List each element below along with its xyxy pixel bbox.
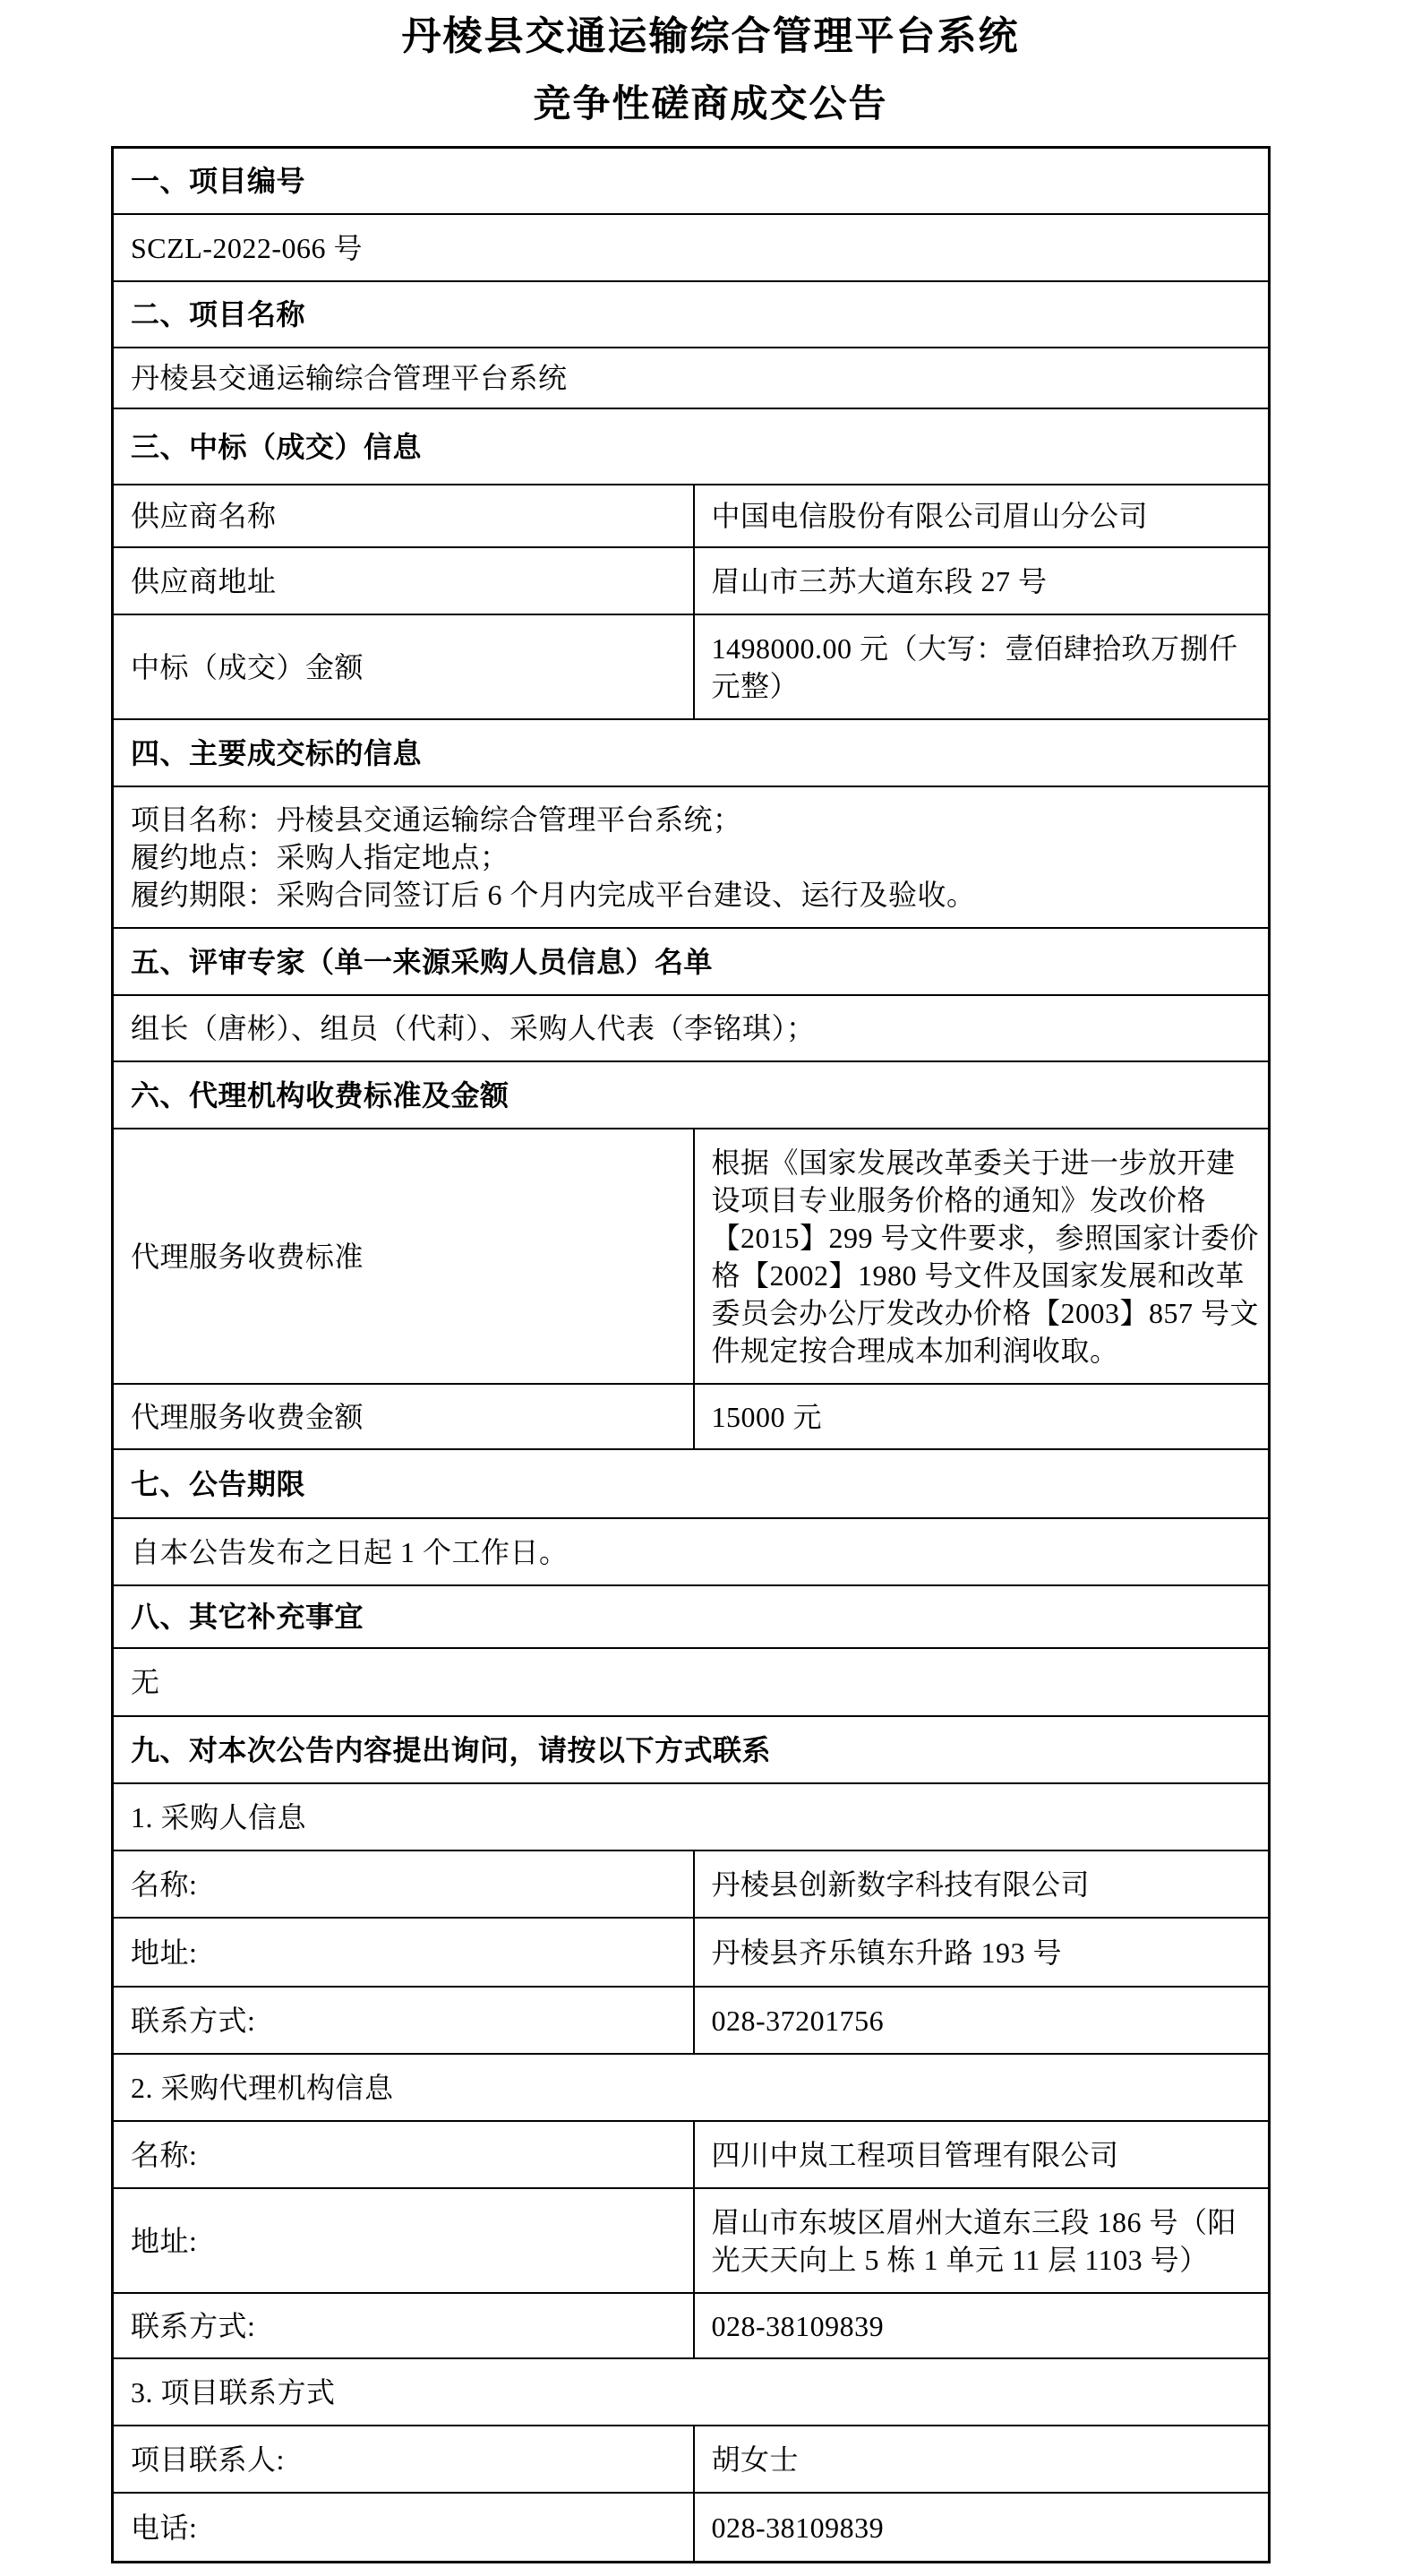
table-row <box>113 2426 1270 2493</box>
page-subtitle: 竞争性磋商成交公告 <box>533 83 888 125</box>
section-header: 二、项目名称 <box>113 281 1270 348</box>
full-width-text: 组长（唐彬）、组员（代莉）、采购人代表（李铭琪）； <box>113 995 1270 1061</box>
table-row <box>113 1648 1270 1716</box>
table-row <box>113 214 1270 281</box>
section-header: 八、其它补充事宜 <box>113 1585 1270 1648</box>
full-width-text: 无 <box>113 1648 1270 1716</box>
table-row <box>113 1518 1270 1585</box>
section-header-row <box>113 928 1270 995</box>
table-row <box>113 614 1270 719</box>
row-value: 眉山市三苏大道东段 27 号 <box>694 547 1270 614</box>
row-label: 代理服务收费金额 <box>113 1384 694 1449</box>
row-label: 供应商名称 <box>113 485 694 547</box>
full-width-text: 丹棱县交通运输综合管理平台系统 <box>113 348 1270 408</box>
table-row <box>113 1129 1270 1384</box>
row-label: 名称: <box>113 1850 694 1918</box>
table-row <box>113 2054 1270 2121</box>
table-row <box>113 2188 1270 2293</box>
table-row <box>113 547 1270 614</box>
full-width-text: 自本公告发布之日起 1 个工作日。 <box>113 1518 1270 1585</box>
row-value: 028-38109839 <box>694 2293 1270 2358</box>
section-header: 九、对本次公告内容提出询问，请按以下方式联系 <box>113 1716 1270 1783</box>
text-line: 履约期限：采购合同签订后 6 个月内完成平台建设、运行及验收。 <box>131 879 976 912</box>
table-row <box>113 995 1270 1061</box>
announcement-table-body <box>113 147 1270 2562</box>
row-label: 地址: <box>113 1918 694 1987</box>
row-label: 地址: <box>113 2188 694 2293</box>
row-value: 中国电信股份有限公司眉山分公司 <box>694 485 1270 547</box>
text-line: 履约地点：采购人指定地点； <box>131 841 509 874</box>
row-value: 028-38109839 <box>694 2493 1270 2562</box>
section-header: 六、代理机构收费标准及金额 <box>113 1061 1270 1129</box>
table-row <box>113 2293 1270 2358</box>
section-header: 四、主要成交标的信息 <box>113 719 1270 786</box>
row-label: 供应商地址 <box>113 547 694 614</box>
section-header-row <box>113 1716 1270 1783</box>
text-line: 项目名称：丹棱县交通运输综合管理平台系统； <box>131 803 742 837</box>
table-row <box>113 348 1270 408</box>
row-value: 丹棱县齐乐镇东升路 193 号 <box>694 1918 1270 1987</box>
row-label: 联系方式: <box>113 2293 694 2358</box>
row-label: 中标（成交）金额 <box>113 614 694 719</box>
row-label: 项目联系人: <box>113 2426 694 2493</box>
section-header-row <box>113 147 1270 214</box>
row-label: 代理服务收费标准 <box>113 1129 694 1384</box>
full-width-text: 1. 采购人信息 <box>113 1783 1270 1850</box>
row-value: 15000 元 <box>694 1384 1270 1449</box>
row-value: 1498000.00 元（大写：壹佰肆拾玖万捌仟元整） <box>694 614 1270 719</box>
table-row <box>113 2493 1270 2562</box>
row-value: 四川中岚工程项目管理有限公司 <box>694 2121 1270 2188</box>
table-row <box>113 485 1270 547</box>
section-header-row <box>113 719 1270 786</box>
full-width-text: 3. 项目联系方式 <box>113 2358 1270 2426</box>
table-row <box>113 2121 1270 2188</box>
table-row <box>113 1850 1270 1918</box>
section-header: 三、中标（成交）信息 <box>113 408 1270 485</box>
section-header: 七、公告期限 <box>113 1449 1270 1518</box>
section-header: 一、项目编号 <box>113 147 1270 214</box>
section-header-row <box>113 408 1270 485</box>
row-value: 028-37201756 <box>694 1987 1270 2054</box>
full-width-text: 2. 采购代理机构信息 <box>113 2054 1270 2121</box>
full-width-text <box>113 786 1270 928</box>
page-title: 丹棱县交通运输综合管理平台系统 <box>401 14 1020 58</box>
section-header-row <box>113 1449 1270 1518</box>
row-label: 名称: <box>113 2121 694 2188</box>
table-row <box>113 1918 1270 1987</box>
row-label: 联系方式: <box>113 1987 694 2054</box>
table-row <box>113 1783 1270 1850</box>
row-value: 眉山市东坡区眉州大道东三段 186 号（阳光天天向上 5 栋 1 单元 11 层 1103 号） <box>694 2188 1270 2293</box>
row-label: 电话: <box>113 2493 694 2562</box>
section-header-row <box>113 1061 1270 1129</box>
section-header: 五、评审专家（单一来源采购人员信息）名单 <box>113 928 1270 995</box>
announcement-table <box>111 146 1271 2563</box>
table-row <box>113 786 1270 928</box>
full-width-text: SCZL-2022-066 号 <box>113 214 1270 281</box>
table-row <box>113 1384 1270 1449</box>
table-row <box>113 1987 1270 2054</box>
row-value: 胡女士 <box>694 2426 1270 2493</box>
section-header-row <box>113 1585 1270 1648</box>
row-value: 根据《国家发展改革委关于进一步放开建设项目专业服务价格的通知》发改价格【2015】299 号文件要求，参照国家计委价格【2002】1980 号文件及国家发展和改革委员会办公厅发改办价格【2003】857 号文件规定按合理成本加利润收取。 <box>694 1129 1270 1384</box>
table-row <box>113 2358 1270 2426</box>
row-value: 丹棱县创新数字科技有限公司 <box>694 1850 1270 1918</box>
section-header-row <box>113 281 1270 348</box>
